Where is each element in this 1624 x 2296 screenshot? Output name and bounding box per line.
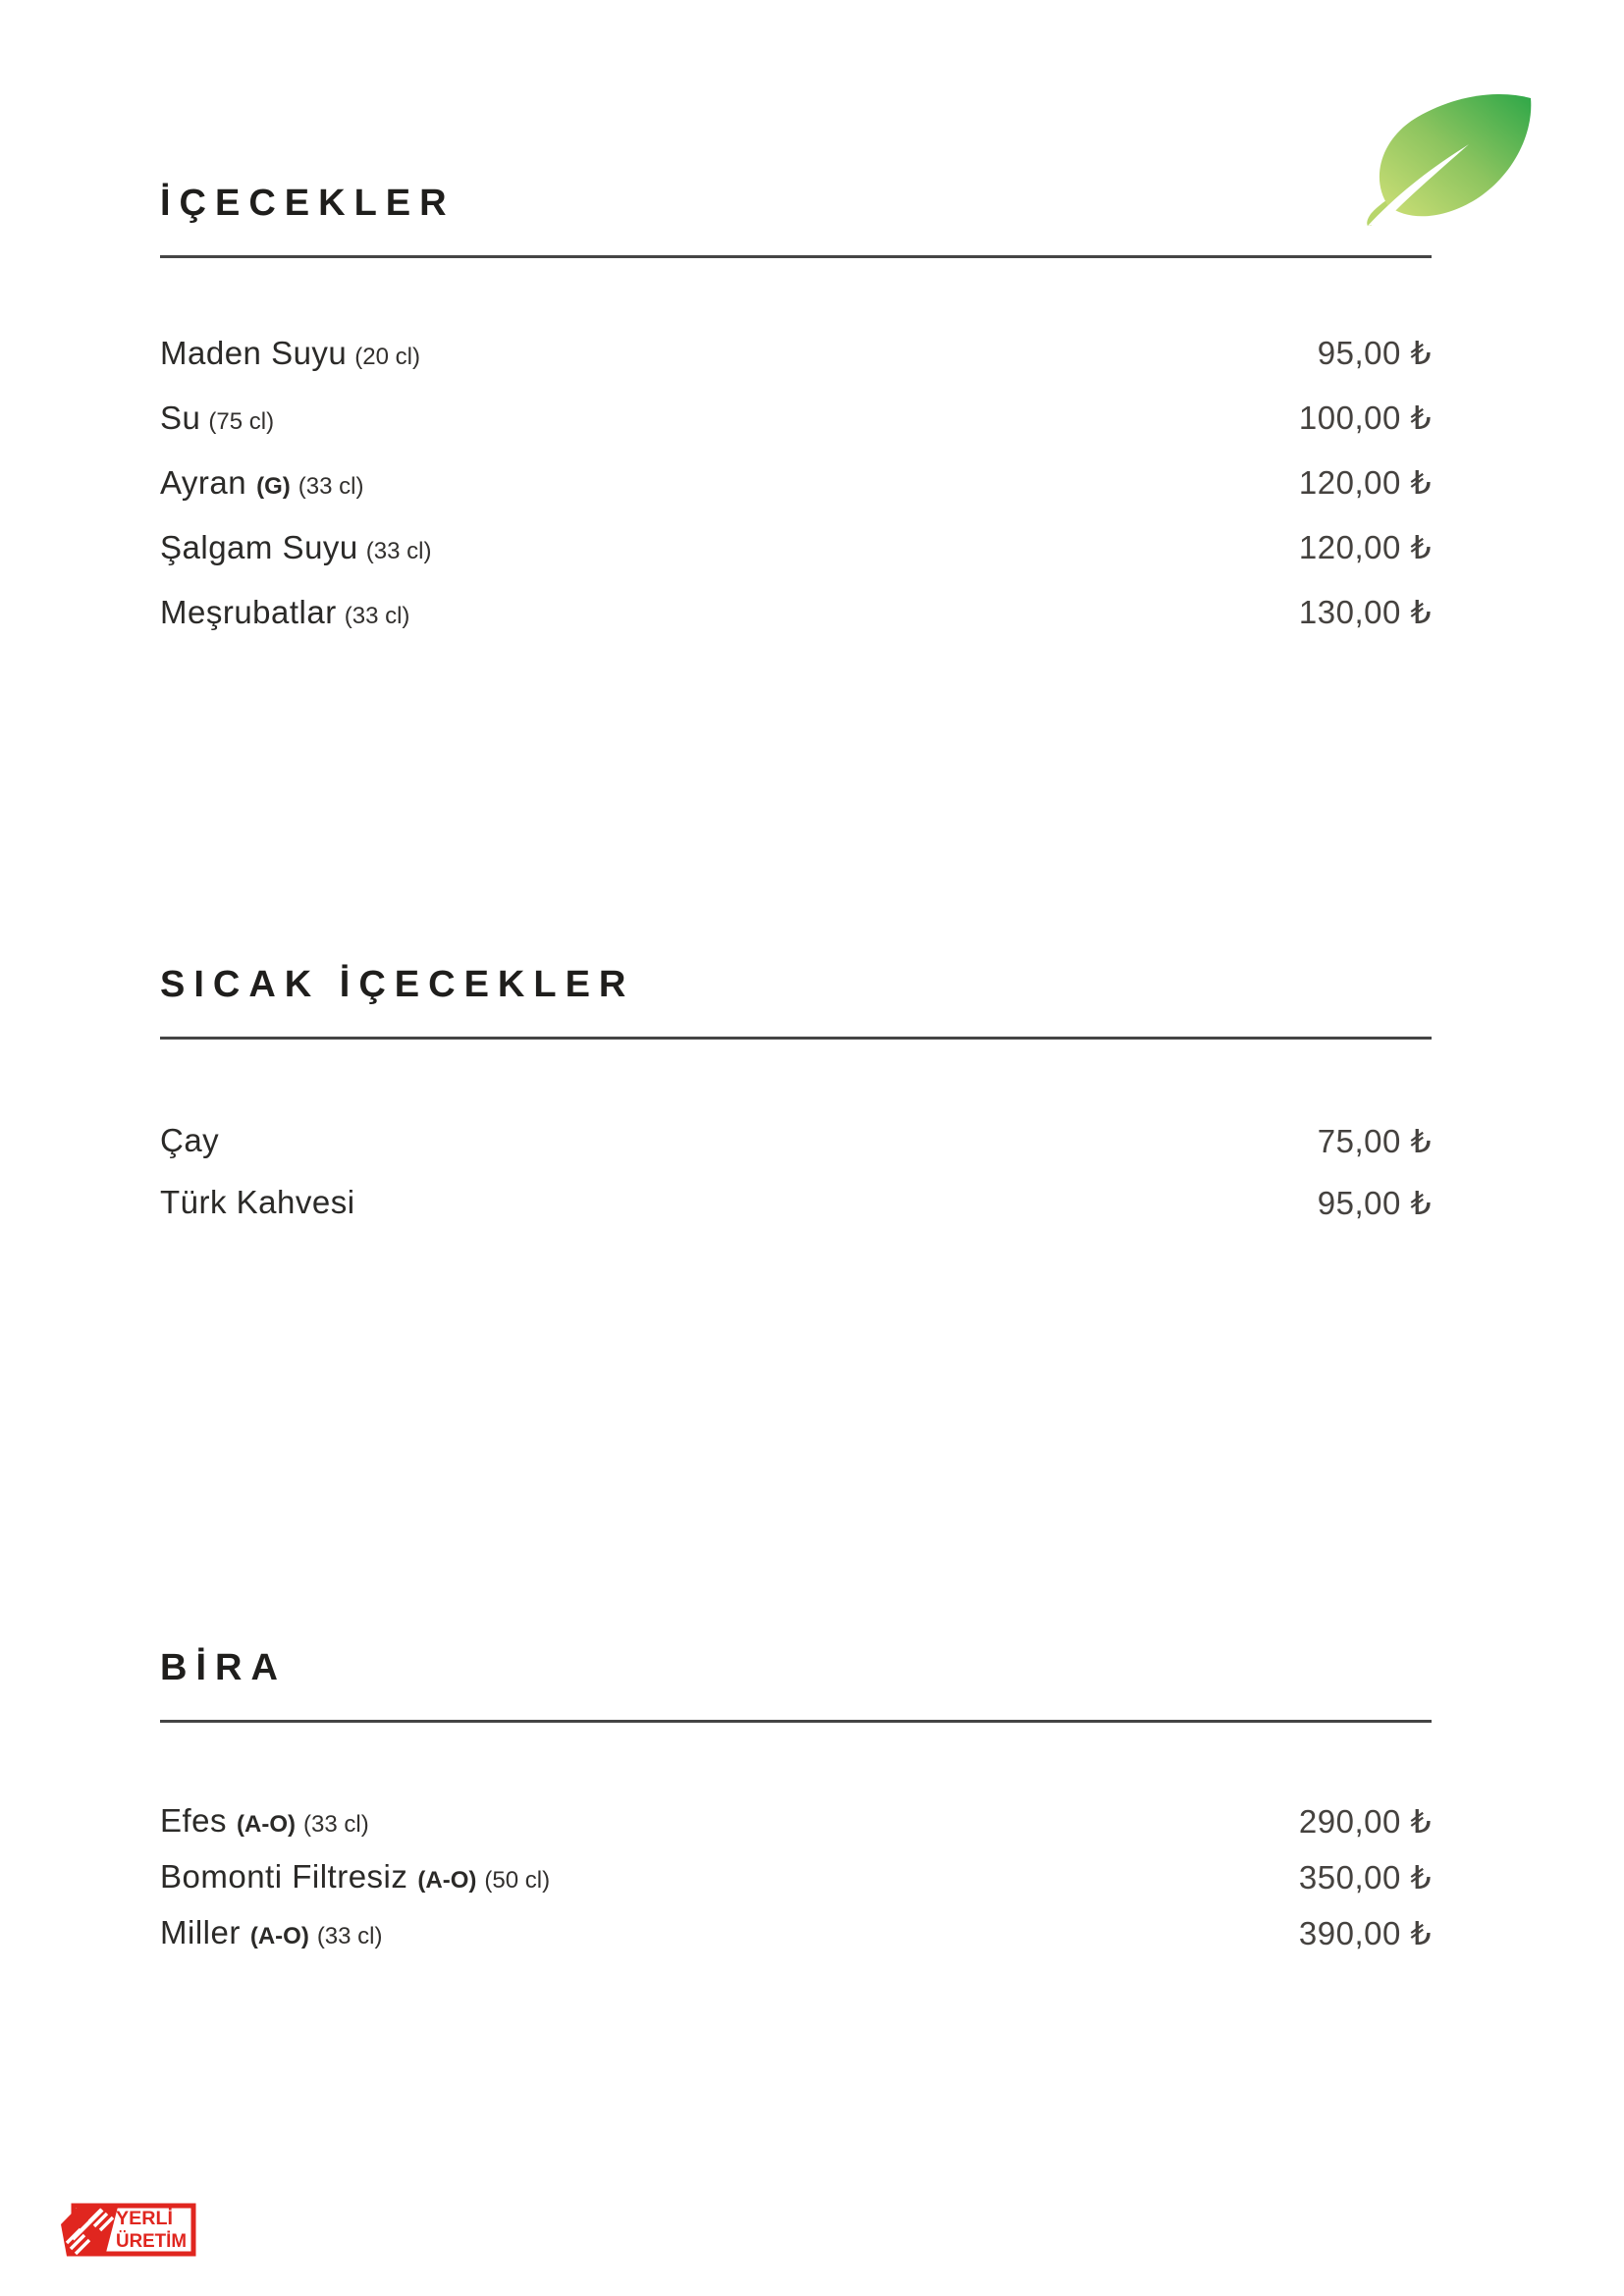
item-label — [160, 594, 409, 631]
item-price: 390,00 ₺ — [1298, 1914, 1432, 1951]
item-name: Türk Kahvesi — [160, 1184, 355, 1221]
item-name: Efes — [160, 1802, 228, 1840]
item-allergen-badge: (A-O) — [417, 1867, 477, 1895]
item-size: (33 cl) — [365, 537, 432, 564]
item-label — [160, 335, 420, 372]
item-allergen-badge: (G) — [256, 472, 291, 500]
item-label — [160, 1122, 219, 1159]
item-price: 95,00 ₺ — [1317, 1184, 1432, 1221]
section-divider — [160, 1720, 1432, 1723]
section-rows — [160, 321, 1432, 645]
item-price: 75,00 ₺ — [1317, 1122, 1432, 1159]
item-price: 290,00 ₺ — [1298, 1802, 1432, 1840]
item-size: (20 cl) — [354, 343, 420, 370]
section-rows — [160, 1110, 1432, 1234]
item-allergen-badge: (A-O) — [237, 1811, 297, 1839]
section-divider — [160, 255, 1432, 258]
item-allergen-badge: (A-O) — [249, 1923, 309, 1950]
menu-item-row — [160, 1172, 1432, 1234]
section-title: BİRA — [160, 1647, 287, 1688]
item-label — [160, 1858, 550, 1896]
logo-text-line1: YERLİ — [116, 2209, 173, 2229]
menu-section — [160, 964, 1432, 1234]
item-price: 120,00 ₺ — [1298, 529, 1432, 566]
item-size: (33 cl) — [344, 602, 410, 629]
item-size: (50 cl) — [484, 1867, 551, 1895]
item-size: (33 cl) — [316, 1923, 383, 1950]
menu-item-row — [160, 1110, 1432, 1172]
menu-item-row — [160, 515, 1432, 580]
item-price: 350,00 ₺ — [1298, 1858, 1432, 1896]
item-label — [160, 1802, 369, 1840]
item-price: 95,00 ₺ — [1317, 335, 1432, 372]
yerli-uretim-logo — [61, 2203, 197, 2257]
item-name: Bomonti Filtresiz — [160, 1858, 408, 1896]
menu-item-row — [160, 451, 1432, 515]
section-divider — [160, 1037, 1432, 1040]
item-label — [160, 1914, 383, 1951]
menu-item-row — [160, 321, 1432, 386]
item-label — [160, 1184, 355, 1221]
item-size: (33 cl) — [298, 472, 364, 500]
logo-text-line2: ÜRETİM — [116, 2231, 187, 2252]
menu-item-row — [160, 386, 1432, 451]
item-name: Şalgam Suyu — [160, 528, 358, 565]
item-label — [160, 400, 274, 437]
section-title: İÇECEKLER — [160, 183, 456, 224]
menu-item-row — [160, 1905, 1432, 1961]
menu-item-row — [160, 1849, 1432, 1905]
item-size: (75 cl) — [208, 407, 275, 435]
item-name: Su — [160, 399, 201, 436]
item-name: Maden Suyu — [160, 334, 348, 371]
item-name: Miller — [160, 1914, 241, 1951]
item-price: 130,00 ₺ — [1298, 594, 1432, 631]
item-label — [160, 529, 431, 566]
section-rows — [160, 1793, 1432, 1961]
item-price: 100,00 ₺ — [1298, 400, 1432, 437]
item-name: Meşrubatlar — [160, 593, 337, 630]
item-size: (33 cl) — [303, 1811, 369, 1839]
menu-section — [160, 1647, 1432, 1961]
item-label — [160, 464, 363, 502]
section-title: SICAK İÇECEKLER — [160, 964, 635, 1005]
item-name: Çay — [160, 1122, 220, 1159]
menu-item-row — [160, 580, 1432, 645]
menu-item-row — [160, 1793, 1432, 1849]
menu-section — [160, 183, 1432, 645]
item-name: Ayran — [160, 463, 247, 501]
item-price: 120,00 ₺ — [1298, 464, 1432, 502]
